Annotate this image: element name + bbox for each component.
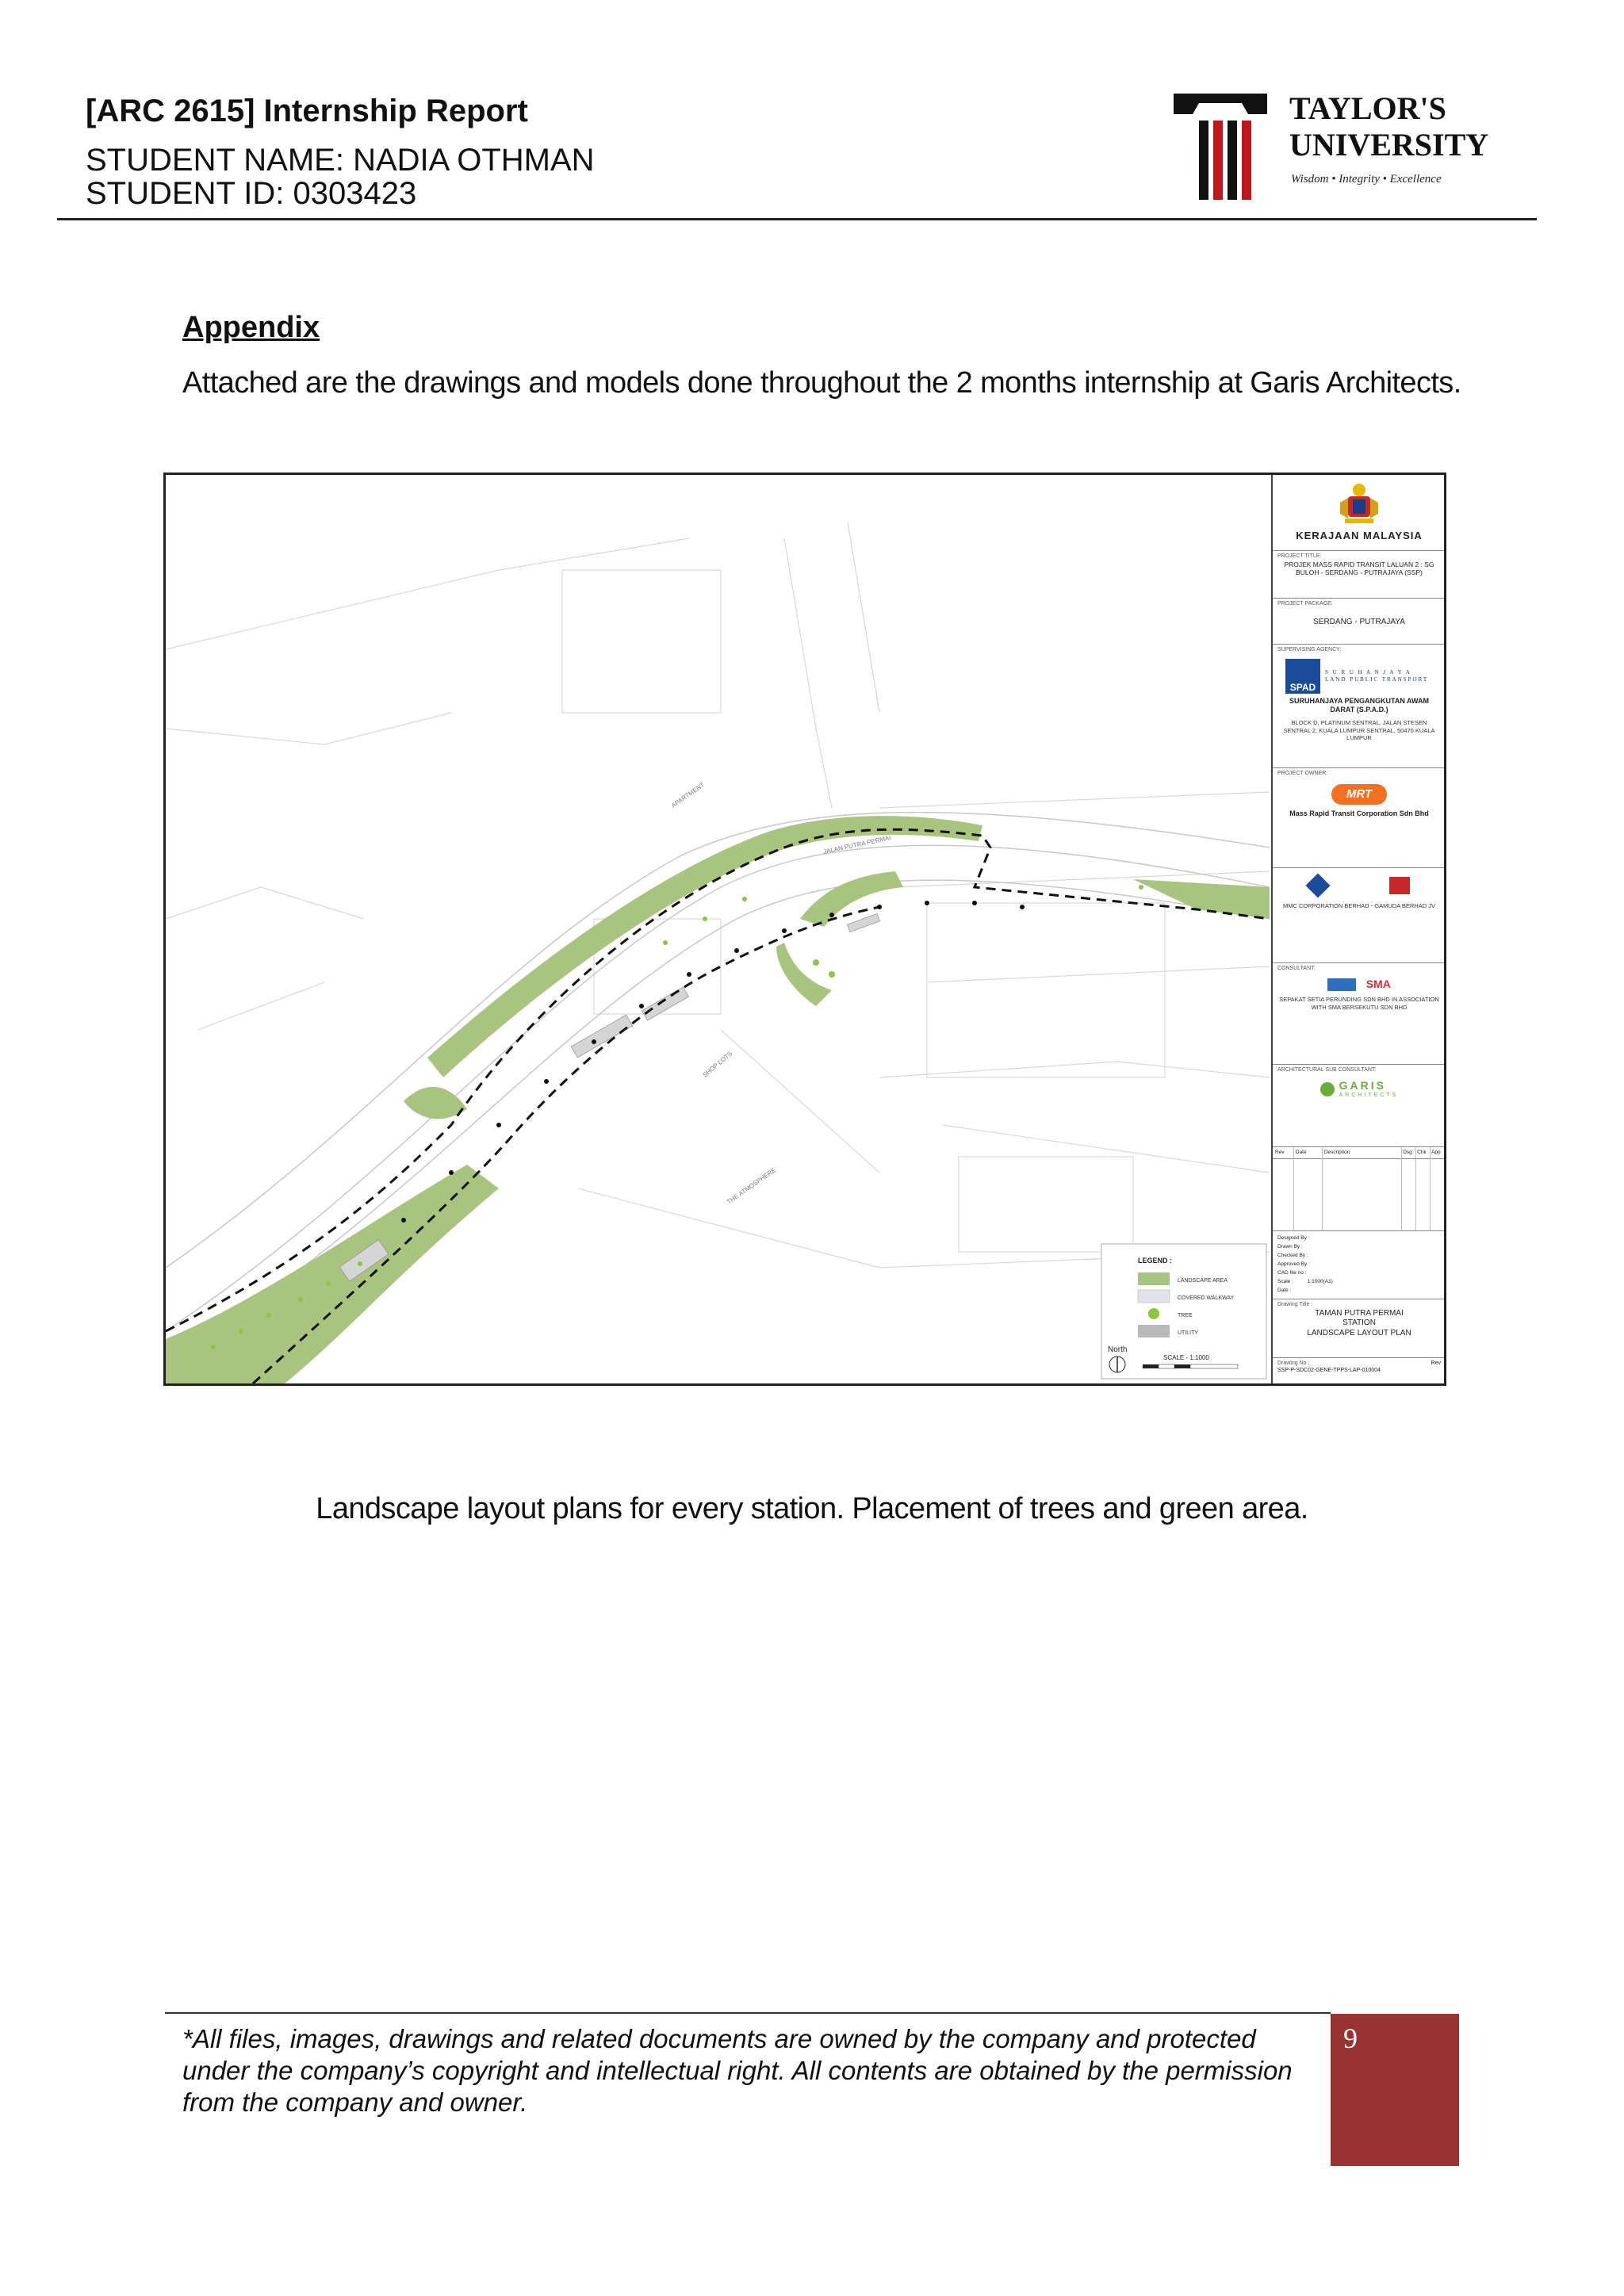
agency-name: SURUHANJAYA PENGANGKUTAN AWAM DARAT (S.P.A.D.) <box>1289 696 1430 714</box>
rev-header-description: Description <box>1323 1150 1350 1155</box>
title-block <box>1271 475 1446 1383</box>
drawing-no: SSP-P-SDC02-GENE-TPPS-LAP-010004 <box>1277 1367 1381 1373</box>
contractor-name: MMC CORPORATION BERHAD - GAMUDA BERHAD JV <box>1283 902 1435 909</box>
appendix-intro: Attached are the drawings and models done throughout the 2 months internship at Garis Architects. <box>182 366 1461 400</box>
footer-divider <box>165 2012 1331 2014</box>
signoff-block <box>1273 1231 1446 1299</box>
road-label-jalan-putra-permai: JALAN PUTRA PERMAI <box>822 834 892 855</box>
student-name: STUDENT NAME: NADIA OTHMAN <box>86 143 595 178</box>
title-block-package <box>1273 599 1446 645</box>
logo-name-line1: TAYLOR'S <box>1289 90 1446 126</box>
drawing-no-label: Drawing No : <box>1277 1360 1310 1366</box>
consultant-name: SEPAKAT SETIA PERUNDING SDN BHD IN ASSOCIATION WITH SMA BERSEKUTU SDN BHD <box>1279 996 1439 1011</box>
page-number: 9 <box>1343 2022 1358 2054</box>
title-block-owner <box>1273 768 1446 868</box>
scale-label: Scale : <box>1277 1279 1293 1284</box>
scale-text: SCALE - 1:1000 <box>1163 1354 1209 1361</box>
rev-header-dsg: Dsg <box>1403 1150 1412 1155</box>
drawing-title-block <box>1273 1299 1446 1358</box>
drawing-caption: Landscape layout plans for every station. Placement of trees and green area. <box>316 1492 1308 1525</box>
legend-covered-walkway: COVERED WALKWAY <box>1178 1295 1235 1301</box>
title-block-government <box>1273 475 1446 551</box>
gamuda-logo-icon <box>1389 877 1410 894</box>
consultant-label: CONSULTANT: <box>1277 966 1316 971</box>
appendix-heading: Appendix <box>182 311 320 344</box>
agency-label: SUPERVISING AGENCY: <box>1277 647 1342 652</box>
legend-title: LEGEND : <box>1138 1257 1173 1265</box>
north-label: North <box>1108 1345 1128 1354</box>
drawing-number-block <box>1273 1358 1446 1383</box>
student-id: STUDENT ID: 0303423 <box>86 176 417 211</box>
scale-value: 1:1000(A1) <box>1307 1279 1333 1284</box>
title-block-consultant <box>1273 963 1446 1065</box>
mmc-logo-icon <box>1305 873 1330 897</box>
legend-tree: TREE <box>1178 1313 1193 1318</box>
road-label-the-atmosphere: THE ATMOSPHERE <box>725 1166 778 1206</box>
ssp-logo-icon <box>1327 978 1356 991</box>
garis-logo: GARIS <box>1339 1078 1386 1092</box>
logo-name-line2: UNIVERSITY <box>1289 127 1489 163</box>
rev-header-chk: Chk <box>1417 1150 1427 1155</box>
garis-leaf-icon <box>1320 1082 1335 1096</box>
drawn-by-label: Drawn By : <box>1277 1244 1303 1249</box>
taylors-emblem <box>1174 94 1267 200</box>
logo-tagline: Wisdom • Integrity • Excellence <box>1291 173 1442 186</box>
drawing-title-line1: TAMAN PUTRA PERMAI <box>1315 1308 1404 1318</box>
legend-landscape-area: LANDSCAPE AREA <box>1178 1278 1228 1284</box>
scale-bar <box>1143 1364 1238 1368</box>
legend <box>1101 1244 1266 1379</box>
designed-by-label: Designed By : <box>1277 1235 1310 1241</box>
government-label: KERAJAAN MALAYSIA <box>1296 530 1423 541</box>
revision-table <box>1273 1147 1446 1231</box>
project-title-label: PROJECT TITLE: <box>1277 553 1322 559</box>
title-block-contractor <box>1273 868 1446 963</box>
agency-address: BLOCK D, PLATINUM SENTRAL, JALAN STESEN SENTRAL 2, KUALA LUMPUR SENTRAL, 50470 KUALA LUMPUR <box>1283 719 1435 741</box>
mrt-logo-icon: MRT <box>1331 784 1387 805</box>
owner-name: Mass Rapid Transit Corporation Sdn Bhd <box>1289 809 1429 817</box>
malaysia-crest-icon <box>1335 482 1383 526</box>
site-plan <box>166 475 1270 1383</box>
project-package: SERDANG - PUTRAJAYA <box>1313 617 1405 626</box>
sma-logo: SMA <box>1365 977 1391 990</box>
taylors-university-logo <box>1172 86 1499 205</box>
checked-by-label: Checked By : <box>1277 1253 1308 1258</box>
legend-utility: UTILITY <box>1178 1330 1199 1336</box>
copyright-note: *All files, images, drawings and related documents are owned by the company and protected under the company’s copyright and intellectual right. All contents are obtained by the permission from the company and owner. <box>182 2024 1293 2117</box>
road-label-shop-lots: SHOP LOTS <box>701 1050 734 1079</box>
drawing-title-line2: STATION <box>1342 1318 1376 1328</box>
drawing-title-line3: LANDSCAPE LAYOUT PLAN <box>1307 1328 1411 1337</box>
rev-header-rev: Rev <box>1275 1150 1285 1155</box>
column-dots <box>401 901 1025 1223</box>
project-package-label: PROJECT PACKAGE: <box>1277 601 1333 607</box>
context-linework <box>166 522 1270 1268</box>
landscape-layout-drawing <box>163 473 1446 1386</box>
title-block-project-title <box>1273 551 1446 599</box>
approved-by-label: Approved By : <box>1277 1261 1310 1267</box>
rev-header-app: App <box>1431 1150 1441 1155</box>
owner-label: PROJECT OWNER: <box>1277 771 1328 776</box>
title-block-agency: SUPERVISING AGENCY: SPAD S U R U H A N J A Y A LAND PUBLIC TRANSPORT SURUHANJAYA PENGANGKUTAN AWAM DARAT (S.P.A.D.) BLOCK D, PLATINUM SENTRAL, JALAN STESEN SENTRAL 2, KUALA LUMPUR SENTRAL, 50470 KUALA LUMPUR <box>1273 645 1446 768</box>
architect-label: ARCHITECTURAL SUB CONSULTANT: <box>1277 1067 1377 1073</box>
project-title: PROJEK MASS RAPID TRANSIT LALUAN 2 : SG BULOH - SERDANG - PUTRAJAYA (SSP) <box>1284 560 1434 577</box>
header-divider <box>57 218 1537 220</box>
drawing-rev-label: Rev <box>1431 1360 1441 1366</box>
title-block-architect <box>1273 1065 1446 1147</box>
report-title: [ARC 2615] Internship Report <box>86 94 528 128</box>
cad-file-label: CAD file no : <box>1277 1270 1307 1276</box>
date-label: Date : <box>1277 1288 1292 1293</box>
road-label-apartment: APARTMENT <box>669 781 706 809</box>
spad-logo-icon: SPAD <box>1285 659 1320 694</box>
rev-header-date: Date <box>1295 1150 1307 1155</box>
drawing-title-label: Drawing Title : <box>1277 1302 1313 1307</box>
garis-logo-sub: ARCHITECTS <box>1339 1093 1399 1099</box>
